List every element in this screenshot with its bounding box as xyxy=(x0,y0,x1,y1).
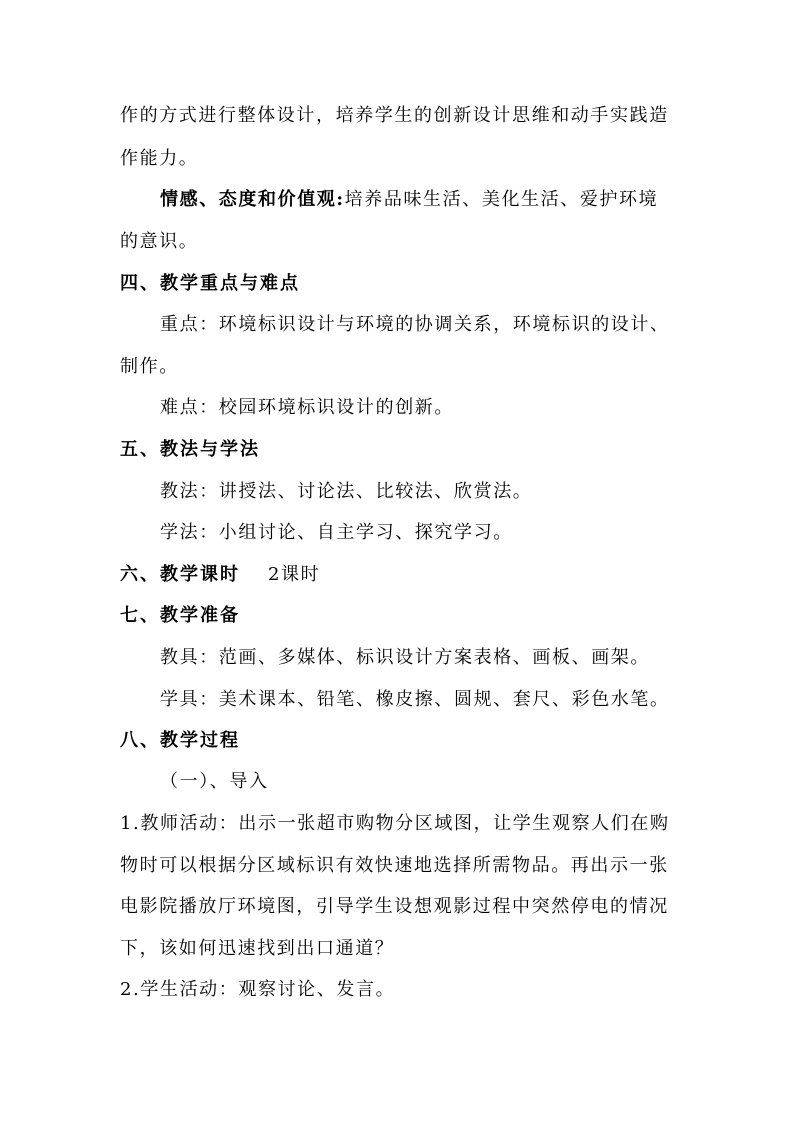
learning-method-line: 学法：小组讨论、自主学习、探究学习。 xyxy=(160,522,513,543)
periods-value: 2课时 xyxy=(268,564,321,585)
section-heading-preparation: 七、教学准备 xyxy=(120,605,240,626)
paragraph-line: 作能力。 xyxy=(120,148,199,169)
activity-line: 2.学生活动：观察讨论、发言。 xyxy=(120,979,396,1000)
section-heading-periods xyxy=(120,563,320,587)
section-heading-process: 八、教学过程 xyxy=(120,730,240,751)
activity-line: 1.教师活动：出示一张超市购物分区域图，让学生观察人们在购 xyxy=(120,813,670,834)
difficulty-line: 难点：校园环境标识设计的创新。 xyxy=(160,397,454,418)
teacher-tools-line: 教具：范画、多媒体、标识设计方案表格、画板、画架。 xyxy=(160,647,650,668)
student-tools-line: 学具：美术课本、铅笔、橡皮擦、圆规、套尺、彩色水笔。 xyxy=(160,689,670,710)
activity-line: 电影院播放厅环境图，引导学生设想观影过程中突然停电的情况 xyxy=(120,896,669,917)
periods-heading: 六、教学课时 xyxy=(120,564,240,585)
paragraph-line: 的意识。 xyxy=(120,231,199,252)
subheading-intro: （一）、导入 xyxy=(160,771,269,792)
key-point-line: 制作。 xyxy=(120,356,179,377)
paragraph-line: 作的方式进行整体设计，培养学生的创新设计思维和动手实践造 xyxy=(120,105,669,126)
section-heading-methods: 五、教法与学法 xyxy=(120,439,260,460)
key-point-line: 重点：环境标识设计与环境的协调关系，环境标识的设计、 xyxy=(160,314,670,335)
section-heading-key-points: 四、教学重点与难点 xyxy=(120,273,300,294)
activity-line: 物时可以根据分区域标识有效快速地选择所需物品。再出示一张 xyxy=(120,855,669,876)
emotion-label: 情感、态度和价值观: xyxy=(160,189,345,210)
teaching-method-line: 教法：讲授法、讨论法、比较法、欣赏法。 xyxy=(160,481,533,502)
activity-line: 下，该如何迅速找到出口通道？ xyxy=(120,938,395,959)
emotion-text: 培养品味生活、美化生活、爱护环境 xyxy=(344,189,659,210)
emotion-paragraph xyxy=(160,188,658,212)
